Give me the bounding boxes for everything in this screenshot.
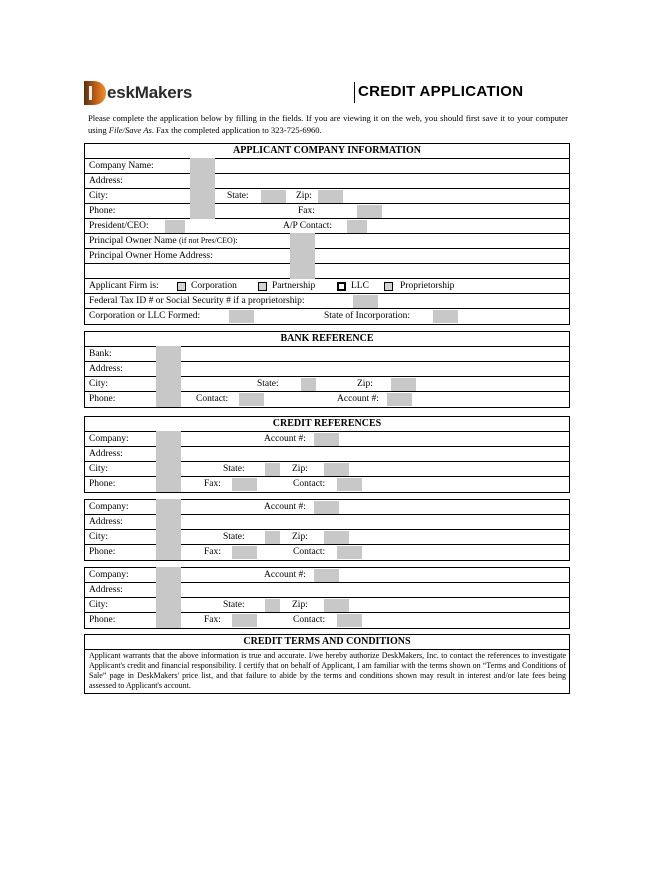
credit-fax-label: Fax:	[204, 615, 221, 625]
credit-state-label: State:	[223, 464, 245, 474]
bank-address-row	[85, 362, 569, 377]
credit-city-label: City:	[89, 464, 109, 474]
bank-zip-field[interactable]	[391, 378, 416, 391]
credit-ref-2-section	[84, 499, 570, 561]
intro-part-1: Please complete the application below by filling in the fields. If you are viewing it on the web, you should first save it to your computer using	[88, 113, 568, 135]
credit-phone-field[interactable]	[156, 544, 181, 560]
terms-body: Applicant warrants that the above information is true and accurate. I/we hereby authorize DeskMakers, Inc. to contact the references to investigate Applicant's credit and financial responsibility. I certify that on behalf of Applicant, I am familiar with the terms shown on “Terms and Conditions of Sale” page in DeskMakers' price list, and that failure to abide by the terms and conditions shown may result in interest and/or late fees being assessed to Applicant's account.	[89, 651, 566, 690]
credit-city-field[interactable]	[156, 461, 181, 477]
bank-city-row	[85, 377, 569, 392]
bank-section-title: BANK REFERENCE	[85, 332, 569, 347]
credit-contact-field[interactable]	[337, 546, 362, 559]
address-label: Address:	[89, 176, 123, 186]
bank-contact-field[interactable]	[239, 393, 264, 406]
intro-text	[88, 113, 568, 136]
proprietorship-checkbox[interactable]	[384, 282, 393, 291]
bank-state-label: State:	[257, 379, 279, 389]
bank-zip-label: Zip:	[357, 379, 373, 389]
credit-company-label: Company:	[89, 434, 129, 444]
tax-id-row	[85, 294, 569, 309]
formed-field[interactable]	[229, 310, 254, 323]
president-label: President/CEO:	[89, 221, 149, 231]
credit-company-label: Company:	[89, 502, 129, 512]
principal-owner-label	[89, 234, 238, 248]
formed-row	[85, 309, 569, 324]
credit-fax-field[interactable]	[232, 546, 257, 559]
home-address-row	[85, 249, 569, 264]
credit-state-label: State:	[223, 600, 245, 610]
state-incorporation-label: State of Incorporation:	[324, 311, 411, 321]
bank-state-field[interactable]	[301, 378, 316, 391]
tax-id-label: Federal Tax ID # or Social Security # if a proprietorship:	[89, 296, 305, 306]
credit-account-label: Account #:	[264, 570, 306, 580]
credit-state-field[interactable]	[265, 599, 280, 612]
zip-field[interactable]	[318, 190, 343, 203]
corporation-checkbox[interactable]	[177, 282, 186, 291]
fax-label: Fax:	[298, 206, 315, 216]
page-title: CREDIT APPLICATION	[358, 83, 524, 100]
credit-contact-label: Contact:	[293, 547, 326, 557]
state-incorporation-field[interactable]	[433, 310, 458, 323]
credit-city-field[interactable]	[156, 597, 181, 613]
credit-company-field[interactable]	[156, 499, 181, 515]
bank-city-label: City:	[89, 379, 109, 389]
principal-owner-note: (if not Pres/CEO):	[178, 236, 238, 245]
credit-account-field[interactable]	[314, 433, 339, 446]
bank-contact-label: Contact:	[196, 394, 229, 404]
president-row	[85, 219, 569, 234]
bank-field[interactable]	[156, 346, 181, 362]
tax-id-field[interactable]	[353, 295, 378, 308]
address-field[interactable]	[190, 173, 215, 189]
principal-owner-field[interactable]	[290, 233, 315, 249]
credit-city-field[interactable]	[156, 529, 181, 545]
credit-contact-label: Contact:	[293, 615, 326, 625]
llc-label: LLC	[351, 281, 369, 291]
firm-type-label: Applicant Firm is:	[89, 281, 159, 291]
formed-label: Corporation or LLC Formed:	[89, 311, 201, 321]
credit-company-label: Company:	[89, 570, 129, 580]
applicant-section-title: APPLICANT COMPANY INFORMATION	[85, 144, 569, 159]
corporation-label: Corporation	[191, 281, 237, 291]
credit-ref-3-section	[84, 567, 570, 629]
credit-zip-label: Zip:	[292, 532, 308, 542]
credit-ref-company-row	[85, 568, 569, 583]
credit-zip-field[interactable]	[324, 531, 349, 544]
city-field[interactable]	[190, 188, 215, 204]
credit-ref-address-row	[85, 515, 569, 530]
credit-fax-label: Fax:	[204, 479, 221, 489]
credit-ref-phone-row	[85, 613, 569, 628]
ap-contact-field[interactable]	[347, 220, 367, 233]
home-address-row-2	[85, 264, 569, 279]
credit-phone-label: Phone:	[89, 547, 116, 557]
phone-label: Phone:	[89, 206, 116, 216]
deskmakers-logo	[84, 79, 192, 105]
intro-file-save: File/Save As	[108, 124, 152, 135]
credit-fax-field[interactable]	[232, 614, 257, 627]
credit-address-field[interactable]	[156, 446, 181, 462]
bank-address-label: Address:	[89, 364, 123, 374]
credit-ref-company-row	[85, 432, 569, 447]
credit-address-label: Address:	[89, 517, 123, 527]
ap-contact-label: A/P Contact:	[283, 221, 332, 231]
principal-owner-row	[85, 234, 569, 249]
credit-account-label: Account #:	[264, 434, 306, 444]
bank-account-label: Account #:	[337, 394, 379, 404]
phone-field[interactable]	[190, 203, 215, 219]
state-field[interactable]	[261, 190, 286, 203]
home-address-field-2[interactable]	[290, 263, 315, 279]
credit-address-field[interactable]	[156, 514, 181, 530]
city-label: City:	[89, 191, 109, 201]
zip-label: Zip:	[296, 191, 312, 201]
credit-zip-field[interactable]	[324, 463, 349, 476]
intro-part-2: . Fax the completed application to 323-725-6960.	[151, 124, 322, 135]
bank-phone-field[interactable]	[156, 391, 181, 407]
credit-ref-city-row	[85, 530, 569, 545]
company-name-label: Company Name:	[89, 161, 154, 171]
credit-contact-label: Contact:	[293, 479, 326, 489]
credit-ref-address-row	[85, 447, 569, 462]
llc-checkbox[interactable]	[337, 282, 346, 291]
credit-account-field[interactable]	[314, 501, 339, 514]
credit-account-field[interactable]	[314, 569, 339, 582]
firm-type-row	[85, 279, 569, 294]
credit-zip-label: Zip:	[292, 464, 308, 474]
credit-section-title: CREDIT REFERENCES	[85, 417, 569, 432]
terms-section	[84, 634, 570, 694]
credit-phone-label: Phone:	[89, 479, 116, 489]
bank-phone-label: Phone:	[89, 394, 116, 404]
bank-phone-row	[85, 392, 569, 407]
terms-section-title: CREDIT TERMS AND CONDITIONS	[85, 635, 569, 650]
credit-phone-field[interactable]	[156, 476, 181, 492]
credit-ref-address-row	[85, 583, 569, 598]
credit-ref-phone-row	[85, 545, 569, 560]
credit-fax-label: Fax:	[204, 547, 221, 557]
company-name-row	[85, 159, 569, 174]
phone-row	[85, 204, 569, 219]
title-divider	[354, 82, 355, 103]
proprietorship-label: Proprietorship	[400, 281, 455, 291]
logo-d-icon	[84, 81, 106, 105]
company-name-field[interactable]	[190, 158, 215, 174]
credit-fax-field[interactable]	[232, 478, 257, 491]
credit-address-label: Address:	[89, 449, 123, 459]
partnership-label: Partnership	[272, 281, 316, 291]
credit-city-label: City:	[89, 600, 109, 610]
bank-label: Bank:	[89, 349, 112, 359]
logo-text: eskMakers	[107, 83, 193, 102]
credit-city-label: City:	[89, 532, 109, 542]
bank-city-field[interactable]	[156, 376, 181, 392]
credit-state-field[interactable]	[265, 531, 280, 544]
credit-ref-phone-row	[85, 477, 569, 492]
credit-account-label: Account #:	[264, 502, 306, 512]
credit-zip-label: Zip:	[292, 600, 308, 610]
credit-address-label: Address:	[89, 585, 123, 595]
credit-state-label: State:	[223, 532, 245, 542]
bank-address-field[interactable]	[156, 361, 181, 377]
credit-ref-city-row	[85, 598, 569, 613]
fax-field[interactable]	[357, 205, 382, 218]
state-label: State:	[227, 191, 249, 201]
president-field[interactable]	[165, 220, 185, 233]
credit-ref-company-row	[85, 500, 569, 515]
credit-ref-city-row	[85, 462, 569, 477]
credit-company-field[interactable]	[156, 567, 181, 583]
credit-contact-field[interactable]	[337, 478, 362, 491]
bank-row	[85, 347, 569, 362]
credit-ref-1-section	[84, 416, 570, 493]
address-row	[85, 174, 569, 189]
credit-contact-field[interactable]	[337, 614, 362, 627]
credit-company-field[interactable]	[156, 431, 181, 447]
home-address-label: Principal Owner Home Address:	[89, 251, 213, 261]
city-row	[85, 189, 569, 204]
home-address-field[interactable]	[290, 248, 315, 264]
applicant-section	[84, 143, 570, 325]
credit-phone-label: Phone:	[89, 615, 116, 625]
partnership-checkbox[interactable]	[258, 282, 267, 291]
credit-zip-field[interactable]	[324, 599, 349, 612]
credit-address-field[interactable]	[156, 582, 181, 598]
credit-phone-field[interactable]	[156, 612, 181, 628]
principal-owner-text: Principal Owner Name	[89, 236, 177, 246]
bank-section	[84, 331, 570, 408]
bank-account-field[interactable]	[387, 393, 412, 406]
credit-state-field[interactable]	[265, 463, 280, 476]
